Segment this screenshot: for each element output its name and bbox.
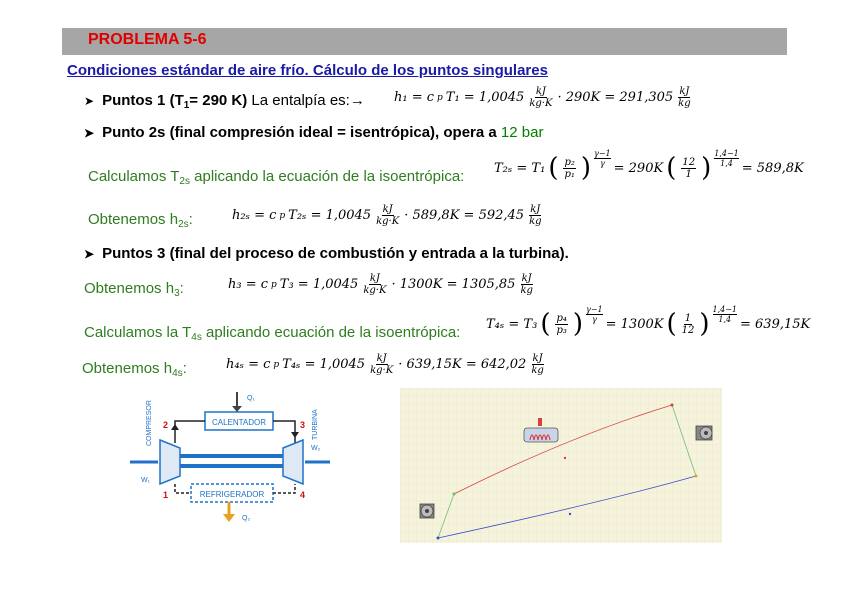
eq-t4s-res: = 639,15K xyxy=(740,316,811,332)
paren-open: ( xyxy=(666,153,677,183)
calc-t4s-a: Calculamos la T xyxy=(84,324,192,341)
turbine-icon xyxy=(283,440,303,484)
unit-den: kg·K xyxy=(529,98,553,109)
unit2-den: kg xyxy=(678,98,691,109)
point-2s-label: Punto 2s (final compresión ideal = isentrópica), opera a xyxy=(102,124,497,141)
shaft-bottom xyxy=(180,464,283,468)
unit-den: kg·K xyxy=(370,365,394,376)
eq-h1-lhs: h₁ = c xyxy=(394,90,435,105)
unit2-den: kg xyxy=(520,285,533,296)
line-4 xyxy=(273,484,295,493)
eq-h2s-mid: · 589,8K = 592,45 xyxy=(404,208,525,223)
unit-num: kJ xyxy=(376,353,387,364)
eq-h2s xyxy=(232,204,544,227)
calc-t4s-sub: 4s xyxy=(191,332,202,343)
eq-t2s-nfrac xyxy=(681,157,696,180)
node-3-label: 3 xyxy=(300,420,306,430)
eq-h1-mid: · 290K = 291,305 xyxy=(557,90,674,105)
exp2-den: 1,4 xyxy=(718,314,732,324)
point-3-line xyxy=(84,245,569,262)
exp-num: γ−1 xyxy=(594,148,611,158)
eq-t2s-lhs: T₂ₛ = T₁ xyxy=(494,160,546,176)
eq-t4s-exp2 xyxy=(713,305,738,324)
eq-h2s-unit2 xyxy=(529,204,541,227)
nfrac-den: 12 xyxy=(681,324,695,336)
state-point xyxy=(453,493,456,496)
eq-h4s-p: p xyxy=(273,359,280,370)
exp-den: γ xyxy=(599,158,605,168)
h2s-a: Obtenemos h xyxy=(88,211,179,228)
paren-open: ( xyxy=(540,309,551,339)
exp-num: γ−1 xyxy=(586,304,603,314)
paren-close: ) xyxy=(572,309,584,339)
slide-title: PROBLEMA 5-6 xyxy=(88,31,207,48)
h3-text xyxy=(84,280,184,299)
paren-close: ) xyxy=(701,153,712,183)
calc-t2s-a: Calculamos T xyxy=(88,168,180,185)
paren-close: ) xyxy=(699,309,710,339)
eq-t2s-pfrac xyxy=(563,157,575,180)
eq-t4s-lhs: T₄ₛ = T₃ xyxy=(486,316,538,332)
h2s-text xyxy=(88,211,193,230)
h3-b: : xyxy=(179,280,184,297)
h3-sub: 3 xyxy=(174,288,180,299)
exp2-num: 1,4−1 xyxy=(712,304,738,314)
h4s-sub: 4s xyxy=(172,368,183,379)
q-in-label: Q₁ xyxy=(247,395,255,402)
mid-point xyxy=(564,457,566,459)
unit2-den: kg xyxy=(529,216,542,227)
h2s-b: : xyxy=(188,211,193,228)
compressor-icon xyxy=(420,504,434,518)
nfrac-den: 1 xyxy=(685,168,692,180)
h4s-text xyxy=(82,360,187,379)
eq-h4s-lhs: h₄ₛ = c xyxy=(226,357,271,372)
pfrac-den: p₁ xyxy=(564,168,575,180)
eq-h3-mid: · 1300K = 1305,85 xyxy=(391,277,516,292)
calc-t4s-b: aplicando ecuación de la isoentrópica: xyxy=(201,324,461,341)
eq-t2s-exp xyxy=(594,149,611,168)
eq-h2s-unit xyxy=(376,204,399,227)
bullet-arrow-icon: ➤ xyxy=(84,94,95,108)
eq-h1-unit xyxy=(529,86,552,109)
pfrac-den: p₃ xyxy=(556,324,567,336)
eq-h4s-unit2 xyxy=(531,353,543,376)
q-out-label: Q₂ xyxy=(242,515,251,522)
brayton-cycle-schematic xyxy=(125,388,335,528)
point-1-label-b: = 290 K) xyxy=(189,92,248,109)
shaft-top xyxy=(180,454,283,458)
eq-h1 xyxy=(394,86,693,109)
pfrac-num: p₄ xyxy=(556,312,567,324)
point-1-sub: 1 xyxy=(183,100,190,111)
unit2-num: kJ xyxy=(521,273,532,284)
state-point xyxy=(437,537,440,540)
implies-arrow: → xyxy=(349,92,365,109)
w-out-label: W₂ xyxy=(311,445,321,452)
node-2-label: 2 xyxy=(163,420,169,430)
point-3-label: Puntos 3 (final del proceso de combustión y entrada a la turbina). xyxy=(102,245,569,262)
eq-h4s-unit xyxy=(370,353,393,376)
eq-t4s-exp xyxy=(586,305,603,324)
h4s-a: Obtenemos h xyxy=(82,360,173,377)
eq-h1-t: T₁ = 1,0045 xyxy=(445,90,525,105)
state-point xyxy=(695,475,698,478)
point-1-line xyxy=(84,92,365,111)
eq-t2s-mid: = 290K xyxy=(613,160,664,176)
point-1-label: Puntos 1 (T xyxy=(102,92,184,109)
line-1 xyxy=(175,484,191,493)
cycle-graph-panel xyxy=(400,388,722,543)
heater-label: CALENTADOR xyxy=(211,418,267,427)
eq-h3-lhs: h₃ = c xyxy=(228,277,269,292)
point-2s-pressure: 12 bar xyxy=(500,124,544,141)
bullet-arrow-icon: ➤ xyxy=(84,247,95,261)
nfrac-num: 1 xyxy=(684,312,692,324)
unit-num: kJ xyxy=(369,273,380,284)
paren-open: ( xyxy=(548,153,559,183)
h3-a: Obtenemos h xyxy=(84,280,175,297)
bullet-arrow-icon: ➤ xyxy=(84,126,95,140)
point-2s-line xyxy=(84,124,543,141)
h4s-b: : xyxy=(182,360,187,377)
slide-subtitle: Condiciones estándar de aire frío. Cálculo de los puntos singulares xyxy=(67,62,548,79)
pfrac-num: p₂ xyxy=(564,156,575,168)
compressor-label: COMPRESOR xyxy=(146,400,153,446)
eq-h3-p: p xyxy=(271,279,277,290)
unit-num: kJ xyxy=(382,204,393,215)
point-1-text: La entalpía es: xyxy=(247,92,350,109)
eq-h3-unit2 xyxy=(520,273,532,296)
q-out-arrowhead xyxy=(223,514,235,522)
unit2-num: kJ xyxy=(532,353,543,364)
turbine-icon xyxy=(696,426,712,440)
eq-h1-p: p xyxy=(437,92,443,103)
cooler-label: REFRIGERADOR xyxy=(199,490,265,499)
node-4-label: 4 xyxy=(300,490,306,500)
line-2 xyxy=(175,421,205,443)
calc-t2s-text xyxy=(88,168,464,187)
unit-den: kg·K xyxy=(376,216,400,227)
unit2-num: kJ xyxy=(679,86,690,97)
unit-den: kg·K xyxy=(363,285,387,296)
eq-h4s xyxy=(226,353,546,376)
eq-h2s-p: p xyxy=(279,210,286,221)
eq-h3-t: T₃ = 1,0045 xyxy=(279,277,359,292)
paren-open: ( xyxy=(666,309,677,339)
exp2-den: 1,4 xyxy=(720,158,733,168)
calc-t2s-sub: 2s xyxy=(179,176,190,187)
unit2-num: kJ xyxy=(530,204,541,215)
eq-h1-unit2 xyxy=(678,86,690,109)
arrow-3-icon xyxy=(291,432,299,438)
q-in-arrowhead xyxy=(232,406,242,412)
h2s-sub: 2s xyxy=(178,219,189,230)
eq-h4s-t: T₄ₛ = 1,0045 xyxy=(282,357,366,372)
exp-den: γ xyxy=(591,314,597,324)
eq-h3 xyxy=(228,273,535,296)
node-1-label: 1 xyxy=(163,490,169,500)
paren-close: ) xyxy=(580,153,592,183)
state-point xyxy=(671,404,674,407)
eq-t4s-pfrac xyxy=(555,313,567,336)
mid-point xyxy=(569,513,571,515)
w-in-label: W₁ xyxy=(141,477,150,484)
nfrac-num: 12 xyxy=(682,156,696,168)
calc-t4s-text xyxy=(84,324,460,343)
arrow-2-icon xyxy=(171,424,179,430)
eq-h4s-mid: · 639,15K = 642,02 xyxy=(398,357,527,372)
eq-t2s-res: = 589,8K xyxy=(741,160,804,176)
calc-t2s-b: aplicando la ecuación de la isoentrópica: xyxy=(189,168,465,185)
eq-t4s-nfrac xyxy=(682,313,695,336)
unit2-den: kg xyxy=(531,365,544,376)
unit-num: kJ xyxy=(535,86,546,97)
eq-t2s-exp2 xyxy=(714,149,739,168)
eq-h3-unit xyxy=(363,273,386,296)
turbine-label: TURBINA xyxy=(312,409,319,440)
eq-h2s-t: T₂ₛ = 1,0045 xyxy=(288,208,372,223)
compressor-icon xyxy=(160,440,180,484)
eq-t4s-mid: = 1300K xyxy=(605,316,664,332)
exp2-num: 1,4−1 xyxy=(714,148,739,158)
eq-h2s-lhs: h₂ₛ = c xyxy=(232,208,277,223)
